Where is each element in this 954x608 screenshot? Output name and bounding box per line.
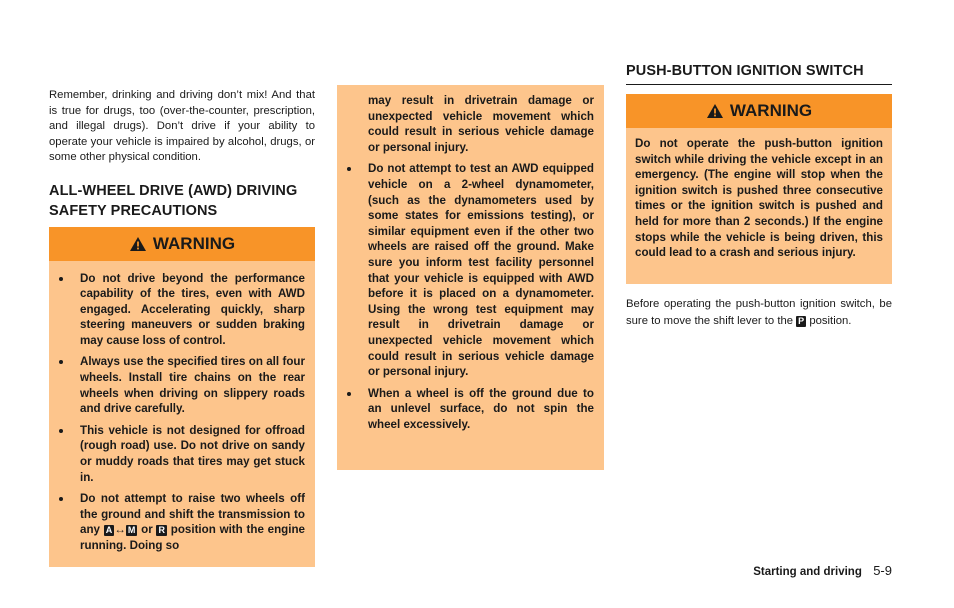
col2-warning-list — [337, 155, 604, 432]
list-item: When a wheel is off the ground due to an unlevel surface, do not spin the wheel excessively. — [337, 386, 594, 433]
ignition-warning-text: Do not operate the push-button ignition switch while driving the vehicle except in an emergency. (The engine will stop when the ignition switch is pushed three consecutive times or the ignition switch is pushed and held for more than 2 seconds.) If the engine stops while the vehicle is being driven, this could lead to a crash and serious injury. — [635, 137, 883, 260]
warning-triangle-icon — [129, 236, 147, 252]
awd-heading-line1: ALL-WHEEL DRIVE (AWD) DRIVING — [49, 182, 298, 199]
column-3 — [626, 61, 892, 330]
shift-key-r: R — [158, 525, 165, 536]
list-item: This vehicle is not designed for offroad (rough road) use. Do not drive on sandy or muddy roads that tires may get stuck in. — [49, 423, 305, 485]
column-1 — [49, 88, 315, 567]
ignition-paragraph: Before operating the push-button ignition switch, be sure to move the shift lever to the P position. — [626, 298, 892, 327]
list-item: Always use the specified tires on all four wheels. Install tire chains on the rear wheels when driving on slippery roads and drive carefully. — [49, 354, 305, 416]
ignition-warning-label: WARNING — [729, 101, 813, 120]
page-number: 5-9 — [873, 563, 892, 578]
ignition-warning-box — [626, 94, 892, 284]
awd-warning-list — [49, 261, 315, 554]
awd-heading-line2: SAFETY PRECAUTIONS — [49, 202, 218, 219]
list-item: Do not attempt to raise two wheels off the ground and shift the transmission to any A ↔ M or R position with the engine running. Doing so — [49, 491, 305, 553]
ignition-warning-header — [626, 94, 892, 128]
shift-key-m: M — [127, 525, 136, 536]
footer-section-label: Starting and driving — [753, 566, 862, 578]
awd-warning-box — [49, 227, 315, 567]
awd-heading — [49, 181, 315, 221]
awd-warning-label: WARNING — [152, 233, 236, 253]
page-footer — [753, 563, 892, 578]
warning-triangle-icon — [706, 103, 724, 119]
list-item: Do not drive beyond the performance capability of the tires, even with AWD engaged. Accelerating quickly, sharp steering maneuvers or sudden braking may cause loss of control. — [49, 271, 305, 349]
heading-rule — [626, 84, 892, 85]
shift-key-p: P — [798, 316, 805, 326]
shift-key-a: A — [105, 525, 113, 536]
intro-paragraph: Remember, drinking and driving don’t mix! And that is true for drugs, too (over-the-counter, prescription, and illegal drugs). Don’t drive if your ability to operate your vehicle is impaired by alcohol, drugs, or some other physical condition. — [49, 89, 315, 163]
column-2-warning-continued — [337, 85, 604, 470]
continued-text: may result in drivetrain damage or unexpected vehicle movement which could result in serious vehicle damage or personal injury. — [368, 94, 594, 154]
awd-warning-header — [49, 227, 315, 261]
arrow-glyph: ↔ — [114, 523, 126, 537]
ignition-heading: PUSH-BUTTON IGNITION SWITCH — [626, 63, 864, 79]
list-item: Do not attempt to test an AWD equipped vehicle on a 2-wheel dynamometer, (such as the dynamometers used by some states for emissions testing), or similar equipment even if the other two wheels are raised off the ground. Make sure you inform test facility personnel that your vehicle is equipped with AWD before it is placed on a dynamometer. Using the wrong test equipment may result in drivetrain damage or unexpected vehicle movement which could result in serious vehicle damage or personal injury. — [337, 161, 594, 379]
